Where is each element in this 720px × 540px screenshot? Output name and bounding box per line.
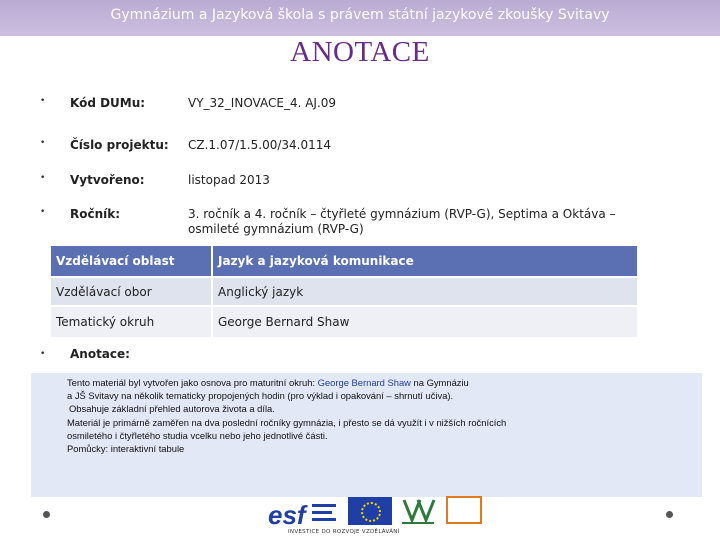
op-logo-icon bbox=[446, 496, 482, 524]
annotation-line: Obsahuje základní přehled autorova života a díla. bbox=[69, 403, 275, 415]
table-cell: Anglický jazyk bbox=[213, 278, 637, 305]
logo-caption: INVESTICE DO ROZVOJE VZDĚLÁVÁNÍ bbox=[288, 529, 400, 535]
eu-flag-icon bbox=[348, 497, 392, 525]
table-cell: Vzdělávací obor bbox=[51, 278, 213, 305]
info-value: listopad 2013 bbox=[188, 173, 270, 187]
table-cell: Tematický okruh bbox=[51, 307, 213, 337]
info-value: 3. ročník a 4. ročník – čtyřleté gymnázium (RVP-G), Septima a Oktáva – osmileté gymnázium (RVP-G) bbox=[188, 207, 616, 236]
annotation-label: Anotace: bbox=[70, 347, 130, 361]
bullet-icon: • bbox=[40, 96, 46, 106]
sponsor-logos bbox=[268, 494, 482, 540]
info-label: Vytvořeno: bbox=[70, 173, 145, 187]
msmt-logo-icon bbox=[398, 496, 438, 526]
bullet-icon: • bbox=[40, 138, 46, 148]
annotation-box bbox=[31, 373, 702, 497]
annotation-line bbox=[67, 376, 627, 389]
subject-table bbox=[51, 244, 637, 339]
annotation-line: Pomůcky: interaktivní tabule bbox=[67, 443, 185, 455]
author-link: George Bernard Shaw bbox=[317, 377, 411, 388]
table-row bbox=[51, 307, 637, 337]
bullet-icon: • bbox=[40, 207, 46, 217]
nav-dot-left-icon bbox=[43, 511, 50, 518]
info-label: Kód DUMu: bbox=[70, 96, 146, 110]
table-cell: Vzdělávací oblast bbox=[51, 246, 213, 276]
bullet-icon: • bbox=[40, 349, 46, 359]
info-value: CZ.1.07/1.5.00/34.0114 bbox=[188, 138, 332, 152]
annotation-line-text: na Gymnáziu bbox=[410, 377, 469, 388]
page-title: ANOTACE bbox=[290, 36, 430, 68]
bullet-icon: • bbox=[40, 173, 46, 183]
annotation-line: Materiál je primárně zaměřen na dva poslední ročníky gymnázia, i přesto se dá využít i v nižších ročnících bbox=[67, 416, 507, 428]
esf-logo-icon bbox=[268, 500, 338, 530]
table-cell: George Bernard Shaw bbox=[213, 307, 637, 337]
annotation-line: a JŠ Svitavy na několik tematicky propojených hodin (pro výklad i opakování – shrnutí učiva). bbox=[67, 390, 454, 402]
esf-logo-text: esf bbox=[268, 500, 306, 530]
nav-dot-right-icon bbox=[666, 511, 673, 518]
annotation-line: osmiletého i čtyřletého studia vcelku nebo jeho jednotlivé části. bbox=[67, 429, 328, 441]
annotation-text bbox=[67, 376, 627, 455]
info-value: VY_32_INOVACE_4. AJ.09 bbox=[188, 96, 337, 110]
table-row bbox=[51, 278, 637, 305]
school-name: Gymnázium a Jazyková škola s právem státní jazykové zkoušky Svitavy bbox=[110, 7, 610, 23]
annotation-line-text: Tento materiál byl vytvořen jako osnova pro maturitní okruh: bbox=[67, 377, 318, 388]
info-label: Ročník: bbox=[70, 207, 121, 221]
table-header-row bbox=[51, 246, 637, 276]
table-cell: Jazyk a jazyková komunikace bbox=[213, 246, 637, 276]
info-label: Číslo projektu: bbox=[70, 138, 169, 152]
